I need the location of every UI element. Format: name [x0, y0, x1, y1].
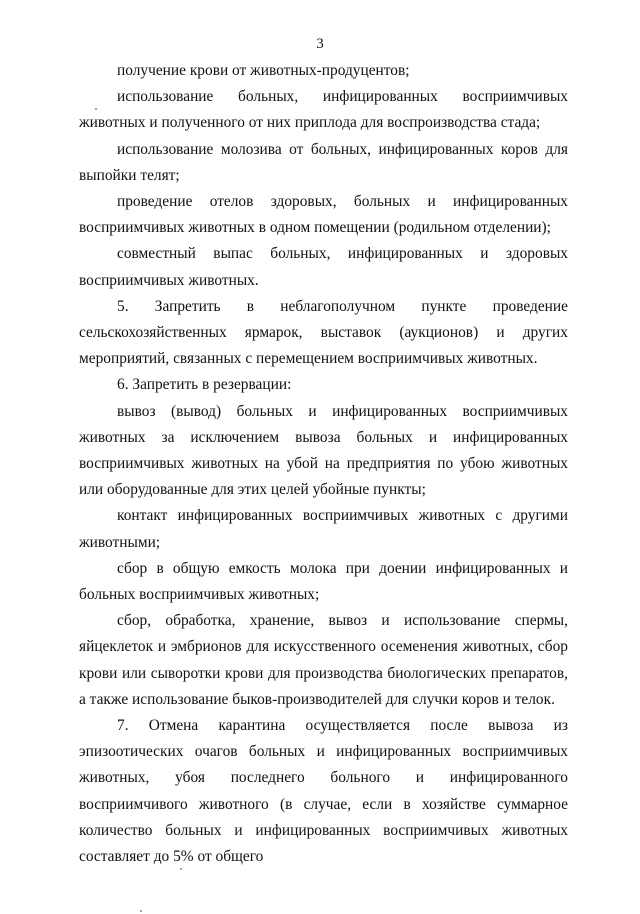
- paragraph-10: сбор в общую емкость молока при доении инфицированных и больных восприимчивых животных;: [79, 559, 568, 604]
- paragraph-7: 6. Запретить в резервации:: [117, 376, 292, 394]
- paragraph-2: использование больных, инфицированных восприимчивых животных и полученного от них приплода для воспроизводства стада;: [79, 88, 568, 132]
- paragraph-3: использование молозива от больных, инфицированных коров для выпойки телят;: [79, 140, 568, 184]
- page-number: 3: [316, 36, 324, 52]
- paragraph-8: вывоз (вывод) больных и инфицированных восприимчивых животных за исключением вывоза больных и инфицированных восприимчивых животных на убой на предприятия по убою животных или оборудованные для этих целей убойные пункты;: [79, 402, 568, 499]
- scan-speck: [140, 910, 142, 912]
- paragraph-11: сбор, обработка, хранение, вывоз и использование спермы, яйцеклеток и эмбрионов для искусственного осеменения животных, сбор крови или сыворотки крови для производства биологических препаратов, а также использование быков-производителей для случки коров и телок.: [79, 612, 568, 708]
- paragraph-4: проведение отелов здоровых, больных и инфицированных восприимчивых животных в одном помещении (родильном отделении);: [79, 193, 568, 237]
- scan-speck: [180, 868, 182, 870]
- scan-speck: [95, 108, 97, 110]
- paragraph-6: 5. Запретить в неблагополучном пункте проведение сельскохозяйственных ярмарок, выставок (аукционов) и других мероприятий, связанных с перемещением восприимчивых животных.: [79, 297, 568, 368]
- paragraph-12: 7. Отмена карантина осуществляется после вывоза из эпизоотических очагов больных и инфицированных восприимчивых животных, убоя последнего больного и инфицированного восприимчивого животного (в случае, если в хозяйстве суммарное количество больных и инфицированных восприимчивых животных составляет до 5% от общего: [79, 717, 568, 866]
- paragraph-1: получение крови от животных-продуцентов;: [117, 62, 410, 79]
- paragraph-5: совместный выпас больных, инфицированных и здоровых восприимчивых животных.: [79, 245, 568, 289]
- paragraph-9: контакт инфицированных восприимчивых животных с другими животными;: [79, 507, 568, 551]
- document-body: [79, 58, 568, 870]
